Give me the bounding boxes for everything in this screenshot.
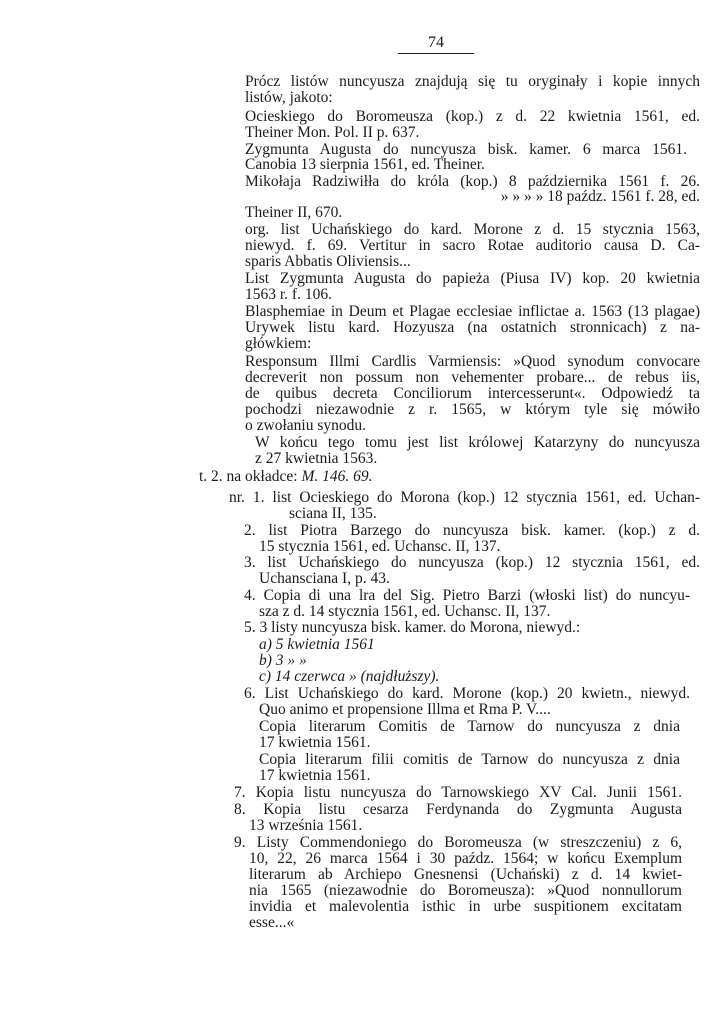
entry-line: Zygmunta Augusta do nuncyusza bisk. kamer. 6 marca 1561. <box>245 141 687 158</box>
item-line: sza z d. 14 stycznia 1561, ed. Uchansc. II, 137. <box>259 603 551 620</box>
entry-line: » » » » 18 paźdz. 1561 f. 28, ed. <box>500 188 700 205</box>
item-line: 13 września 1561. <box>249 817 363 834</box>
intro-line: Prócz listów nuncyusza znajdują się tu oryginały i kopie innych <box>245 73 700 90</box>
item-line: c) 14 czerwca » (najdłuższy). <box>259 668 440 685</box>
entry-line: Ocieskiego do Boromeusza (kop.) z d. 22 kwietnia 1561, ed. <box>245 108 700 125</box>
item-line: Quo animo et propensione Illma et Rma P. V.... <box>259 701 551 718</box>
item-line: nr. 1. list Ocieskiego do Morona (kop.) 12 stycznia 1561, ed. Uchan- <box>229 489 700 506</box>
item-line: 9. Listy Commendoniego do Boromeusza (w streszczeniu) z 6, <box>234 834 682 851</box>
entry-line: Blasphemiae in Deum et Plagae ecclesiae inflictae a. 1563 (13 plagae) <box>245 303 700 320</box>
entry-line: List Zygmunta Augusta do papieża (Piusa IV) kop. 20 kwietnia <box>245 270 700 287</box>
entry-line: niewyd. f. 69. Vertitur in sacro Rotae auditorio causa D. Ca- <box>245 237 700 254</box>
item-line: Copia literarum Comitis de Tarnow do nuncyusza z dnia <box>259 718 680 735</box>
item-line: 17 kwietnia 1561. <box>259 734 371 751</box>
entry-line: Mikołaja Radziwiłła do króla (kop.) 8 października 1561 f. 26. <box>245 173 700 190</box>
entry-line: 1563 r. f. 106. <box>245 286 332 303</box>
item-line: 15 stycznia 1561, ed. Uchansc. II, 137. <box>259 538 501 555</box>
entry-line: de quibus decreta Conciliorum intercesserunt«. Odpowiedź ta <box>245 385 700 402</box>
item-line: literarum ab Archiepo Gnesnensi (Uchański) z d. 14 kwiet- <box>249 866 682 883</box>
entry-line: W końcu tego tomu jest list królowej Katarzyny do nuncyusza <box>255 434 700 451</box>
entry-line: Responsum Illmi Cardlis Varmiensis: »Quod synodum convocare <box>245 353 700 370</box>
item-line: 6. List Uchańskiego do kard. Morone (kop.) 20 kwietn., niewyd. <box>244 685 690 702</box>
section-heading <box>199 469 373 485</box>
item-line: 2. list Piotra Barzego do nuncyusza bisk. kamer. (kop.) z d. <box>244 522 700 539</box>
entry-line: decreverit non possum non vehementer probare... de rebus iis, <box>245 369 700 386</box>
entry-line: Theiner Mon. Pol. II p. 637. <box>245 124 420 141</box>
entry-line: o zwołaniu synodu. <box>245 417 366 434</box>
item-line: 10, 22, 26 marca 1564 i 30 paźdz. 1564; w końcu Exemplum <box>249 850 682 867</box>
entry-line: org. list Uchańskiego do kard. Morone z d. 15 stycznia 1563, <box>245 221 700 238</box>
item-line: 5. 3 listy nuncyusza bisk. kamer. do Morona, niewyd.: <box>244 619 581 636</box>
item-line: 8. Kopia listu cesarza Ferdynanda do Zygmunta Augusta <box>234 801 682 818</box>
item-line: sciana II, 135. <box>289 505 377 522</box>
item-line: invidia et malevolentia isthic in urbe suspitionem excitatam <box>249 898 682 915</box>
entry-line: Theiner II, 670. <box>245 204 343 221</box>
entry-line: sparis Abbatis Oliviensis... <box>245 253 411 270</box>
item-line: a) 5 kwietnia 1561 <box>259 636 375 653</box>
page-number: 74 <box>398 34 474 54</box>
item-line: nia 1565 (niezawodnie do Boromeusza): »Quod nonnullorum <box>249 882 682 899</box>
item-line: 4. Copia di una lra del Sig. Pietro Barzi (włoski list) do nuncyu- <box>244 587 690 604</box>
section-label: t. 2. na okładce: <box>199 468 298 485</box>
entry-line: Urywek listu kard. Hozyusza (na ostatnich stronnicach) z na- <box>245 319 700 336</box>
item-line: Copia literarum filii comitis de Tarnow do nuncyusza z dnia <box>259 751 680 768</box>
item-line: 3. list Uchańskiego do nuncyusza (kop.) 12 stycznia 1561, ed. <box>244 554 700 571</box>
signature: M. 146. 69. <box>301 468 373 485</box>
entry-line: z 27 kwietnia 1563. <box>255 450 378 467</box>
entry-line: główkiem: <box>245 335 312 352</box>
entry-line: Canobia 13 sierpnia 1561, ed. Theiner. <box>245 156 485 173</box>
item-line: Uchansciana I, p. 43. <box>259 570 390 587</box>
item-line: 7. Kopia listu nuncyusza do Tarnowskiego XV Cal. Junii 1561. <box>234 784 682 801</box>
item-line: b) 3 » » <box>259 652 307 669</box>
item-line: esse...« <box>249 914 295 931</box>
item-line: 17 kwietnia 1561. <box>259 767 371 784</box>
entry-line: pochodzi niezawodnie z r. 1565, w którym tyle się mówiło <box>245 401 700 418</box>
intro-line: listów, jakoto: <box>245 89 333 106</box>
